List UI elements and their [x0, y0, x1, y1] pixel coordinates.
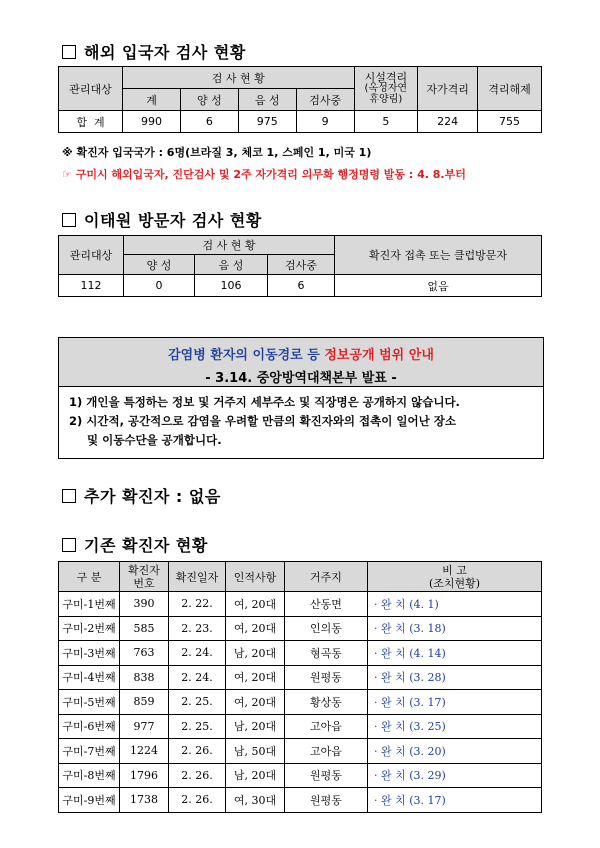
case-category: 구미-2번째 [59, 616, 120, 641]
case-personal: 여, 20대 [226, 665, 285, 690]
notice-subtitle: - 3.14. 중앙방역대책본부 발표 - [205, 371, 397, 386]
header-personal: 인적사항 [226, 562, 285, 592]
section-title-itaewon: 이태원 방문자 검사 현황 [62, 208, 262, 231]
header-residence: 거주지 [285, 562, 368, 592]
header-positive: 양 성 [124, 255, 195, 275]
case-personal: 여, 20대 [226, 690, 285, 715]
checkbox-bullet-icon [62, 45, 76, 59]
header-facility: 시설격리 (옥성자연 휴양림) [354, 67, 418, 111]
case-category: 구미-5번째 [59, 690, 120, 715]
checkbox-bullet-icon [62, 538, 76, 552]
note-administrative-order: ☞ 구미시 해외입국자, 진단검사 및 2주 자가격리 의무화 행정명령 발동 : 4. 8.부터 [62, 168, 466, 181]
table-row [59, 665, 542, 690]
header-release: 격리해제 [478, 67, 542, 111]
value-positive: 6 [181, 111, 239, 133]
case-residence: 고아읍 [285, 739, 368, 764]
case-personal: 남, 50대 [226, 739, 285, 764]
case-remark: · 완 치 (3. 17) [368, 788, 542, 813]
notice-item-1: 1) 개인을 특정하는 정보 및 거주지 세부주소 및 직장명은 공개하지 않습니다. [69, 395, 460, 409]
note-origin-countries: ※ 확진자 입국국가 : 6명(브라질 3, 체코 1, 스페인 1, 미국 1) [62, 146, 372, 159]
case-residence: 원평동 [285, 763, 368, 788]
section-title-existing: 기존 확진자 현황 [62, 533, 208, 556]
notice-body [59, 387, 543, 456]
case-personal: 여, 20대 [226, 592, 285, 617]
case-date: 2. 24. [169, 665, 226, 690]
table-row [59, 616, 542, 641]
case-date: 2. 26. [169, 788, 226, 813]
case-residence: 인의동 [285, 616, 368, 641]
header-positive: 양 성 [181, 89, 239, 111]
notice-item-2a: 2) 시간적, 공간적으로 감염을 우려할 만큼의 확진자와의 접촉이 일어난 장소 [69, 414, 456, 428]
header-pending: 검사중 [268, 255, 335, 275]
case-personal: 남, 20대 [226, 714, 285, 739]
value-positive: 0 [124, 275, 195, 297]
table-row [59, 641, 542, 666]
value-self: 224 [418, 111, 478, 133]
case-remark: · 완 치 (3. 18) [368, 616, 542, 641]
case-personal: 여, 30대 [226, 788, 285, 813]
table-row [59, 788, 542, 813]
case-date: 2. 26. [169, 763, 226, 788]
case-personal: 남, 20대 [226, 641, 285, 666]
header-self-quarantine: 자가격리 [418, 67, 478, 111]
table-row [59, 690, 542, 715]
notice-title-a: 감염병 환자의 이동경로 등 [168, 348, 325, 363]
case-category: 구미-9번째 [59, 788, 120, 813]
case-date: 2. 25. [169, 690, 226, 715]
cases-body [59, 592, 542, 813]
case-date: 2. 23. [169, 616, 226, 641]
header-negative: 음 성 [238, 89, 296, 111]
case-remark: · 완 치 (3. 29) [368, 763, 542, 788]
overseas-test-table [58, 66, 542, 133]
notice-title-b: 정보공개 범위 안내 [324, 348, 434, 363]
header-pending: 검사중 [296, 89, 354, 111]
case-remark: · 완 치 (3. 17) [368, 690, 542, 715]
case-personal: 여, 20대 [226, 616, 285, 641]
case-remark: · 완 치 (3. 25) [368, 714, 542, 739]
case-number: 763 [120, 641, 169, 666]
case-category: 구미-8번째 [59, 763, 120, 788]
case-residence: 산동면 [285, 592, 368, 617]
table-row [59, 592, 542, 617]
header-test-status: 검 사 현 황 [124, 236, 335, 255]
case-residence: 황상동 [285, 690, 368, 715]
case-remark: · 완 치 (3. 20) [368, 739, 542, 764]
case-number: 838 [120, 665, 169, 690]
header-category: 구 분 [59, 562, 120, 592]
value-pending: 9 [296, 111, 354, 133]
header-target: 관리대상 [59, 67, 123, 111]
case-remark: · 완 치 (3. 28) [368, 665, 542, 690]
header-target: 관리대상 [59, 236, 124, 275]
case-category: 구미-6번째 [59, 714, 120, 739]
value-facility: 5 [354, 111, 418, 133]
case-number: 1224 [120, 739, 169, 764]
checkbox-bullet-icon [62, 213, 76, 227]
checkbox-bullet-icon [62, 489, 76, 503]
case-remark: · 완 치 (4. 14) [368, 641, 542, 666]
case-date: 2. 24. [169, 641, 226, 666]
value-negative: 106 [195, 275, 268, 297]
value-target: 112 [59, 275, 124, 297]
table-row [59, 763, 542, 788]
existing-cases-table [58, 561, 542, 813]
disclosure-notice [58, 337, 544, 459]
header-negative: 음 성 [195, 255, 268, 275]
case-date: 2. 22. [169, 592, 226, 617]
case-number: 859 [120, 690, 169, 715]
notice-header [59, 338, 543, 387]
itaewon-test-table [58, 235, 542, 297]
case-number: 1738 [120, 788, 169, 813]
case-date: 2. 26. [169, 739, 226, 764]
case-residence: 원평동 [285, 665, 368, 690]
case-residence: 원평동 [285, 788, 368, 813]
case-category: 구미-1번째 [59, 592, 120, 617]
header-total: 계 [123, 89, 181, 111]
case-category: 구미-3번째 [59, 641, 120, 666]
case-date: 2. 25. [169, 714, 226, 739]
case-personal: 남, 20대 [226, 763, 285, 788]
case-residence: 고아읍 [285, 714, 368, 739]
row-label: 합 계 [59, 111, 123, 133]
notice-item-2b: 및 이동수단을 공개합니다. [87, 433, 222, 447]
section-title-overseas: 해외 입국자 검사 현황 [62, 40, 246, 63]
case-residence: 형곡동 [285, 641, 368, 666]
value-negative: 975 [238, 111, 296, 133]
table-row [59, 739, 542, 764]
table-row [59, 714, 542, 739]
case-number: 1796 [120, 763, 169, 788]
value-contact: 없음 [335, 275, 542, 297]
section-title-additional: 추가 확진자 : 없음 [62, 484, 221, 507]
header-test-status: 검 사 현 황 [123, 67, 354, 89]
header-contact: 확진자 접촉 또는 클럽방문자 [335, 236, 542, 275]
case-category: 구미-4번째 [59, 665, 120, 690]
header-date: 확진일자 [169, 562, 226, 592]
case-remark: · 완 치 (4. 1) [368, 592, 542, 617]
header-remarks: 비 고 (조치현황) [368, 562, 542, 592]
case-number: 977 [120, 714, 169, 739]
case-number: 390 [120, 592, 169, 617]
case-number: 585 [120, 616, 169, 641]
case-category: 구미-7번째 [59, 739, 120, 764]
value-release: 755 [478, 111, 542, 133]
value-total: 990 [123, 111, 181, 133]
header-case-number: 확진자 번호 [120, 562, 169, 592]
value-pending: 6 [268, 275, 335, 297]
